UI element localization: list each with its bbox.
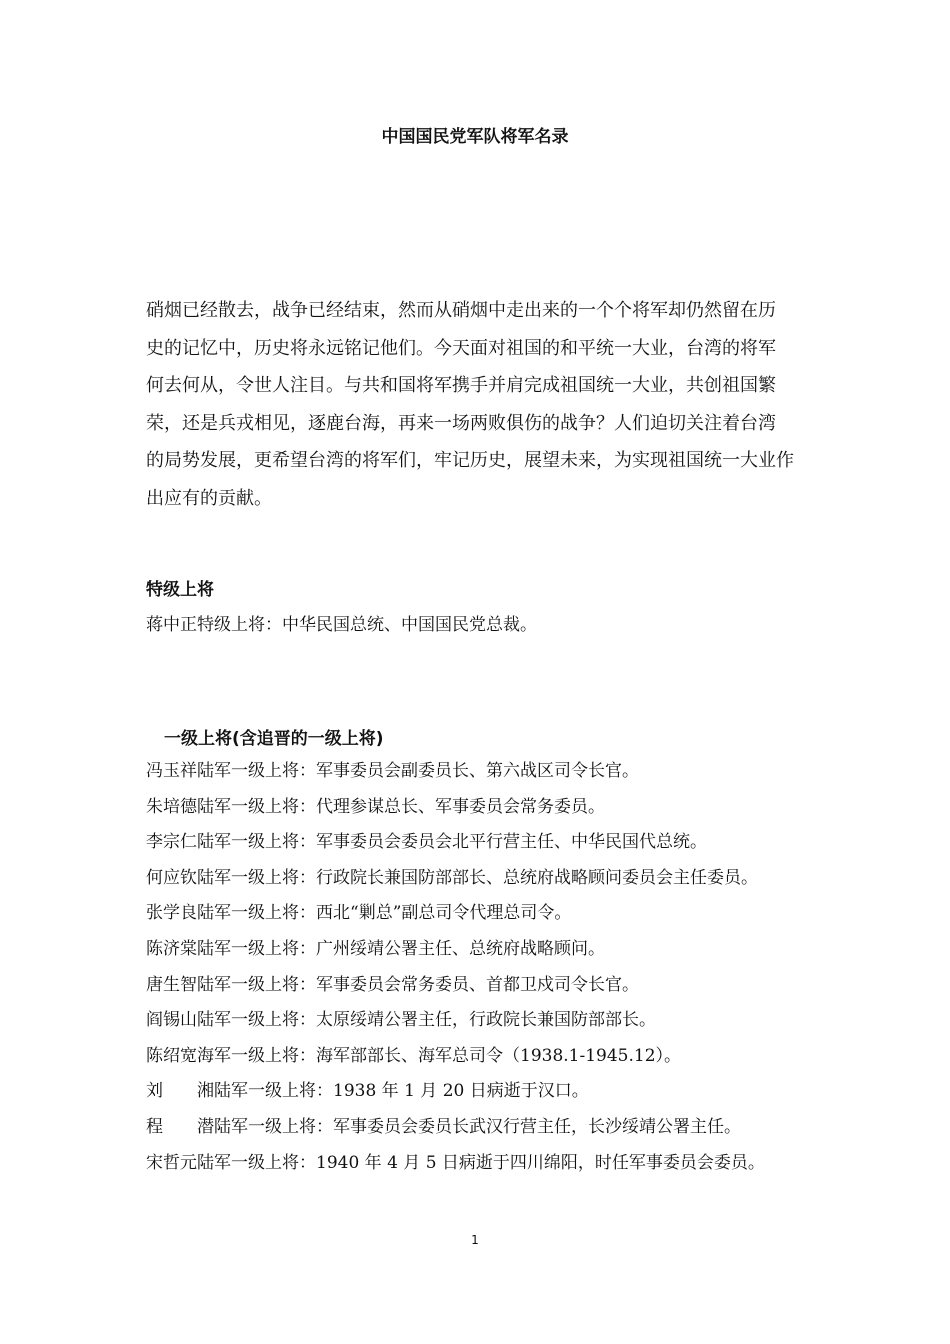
list-item: 程 潜陆军一级上将：军事委员会委员长武汉行营主任，长沙绥靖公署主任。 [146, 1116, 741, 1137]
list-item: 朱培德陆军一级上将：代理参谋总长、军事委员会常务委员。 [146, 796, 605, 817]
list-item: 宋哲元陆军一级上将：1940 年 4 月 5 日病逝于四川绵阳，时任军事委员会委员。 [146, 1152, 765, 1173]
list-item: 陈济棠陆军一级上将：广州绥靖公署主任、总统府战略顾问。 [146, 938, 605, 959]
list-item: 张学良陆军一级上将：西北“剿总”副总司令代理总司令。 [146, 903, 572, 924]
list-item: 蒋中正特级上将：中华民国总统、中国国民党总裁。 [146, 615, 537, 635]
intro-paragraph [146, 292, 810, 517]
list-item: 陈绍宽海军一级上将：海军部部长、海军总司令（1938.1-1945.12）。 [146, 1045, 682, 1066]
list-item: 唐生智陆军一级上将：军事委员会常务委员、首都卫戍司令长官。 [146, 974, 639, 995]
intro-line: 硝烟已经散去，战争已经结束，然而从硝烟中走出来的一个个将军却仍然留在历 [146, 300, 776, 321]
document-title: 中国国民党军队将军名录 [381, 127, 569, 147]
intro-line: 出应有的贡献。 [146, 487, 272, 509]
entry-list [146, 759, 846, 1186]
section-special-general [146, 578, 846, 637]
section-heading: 特级上将 [146, 580, 214, 600]
intro-line: 的局势发展，更希望台湾的将军们，牢记历史，展望未来，为实现祖国统一大业作 [146, 450, 794, 471]
list-item: 刘 湘陆军一级上将：1938 年 1 月 20 日病逝于汉口。 [146, 1081, 589, 1102]
section-first-class-general [146, 727, 846, 1186]
page-number: 1 [471, 1233, 479, 1247]
list-item: 何应钦陆军一级上将：行政院长兼国防部部长、总统府战略顾问委员会主任委员。 [146, 867, 758, 888]
section-heading: 一级上将(含追晋的一级上将) [164, 729, 384, 749]
intro-line: 史的记忆中，历史将永远铭记他们。今天面对祖国的和平统一大业，台湾的将军 [146, 337, 776, 359]
list-item: 李宗仁陆军一级上将：军事委员会委员会北平行营主任、中华民国代总统。 [146, 832, 707, 853]
list-item: 冯玉祥陆军一级上将：军事委员会副委员长、第六战区司令长官。 [146, 761, 639, 781]
list-item: 阎锡山陆军一级上将：太原绥靖公署主任，行政院长兼国防部部长。 [146, 1010, 656, 1031]
intro-line: 荣，还是兵戎相见，逐鹿台海，再来一场两败俱伤的战争？人们迫切关注着台湾 [146, 412, 776, 434]
intro-line: 何去何从，令世人注目。与共和国将军携手并肩完成祖国统一大业，共创祖国繁 [146, 375, 776, 396]
